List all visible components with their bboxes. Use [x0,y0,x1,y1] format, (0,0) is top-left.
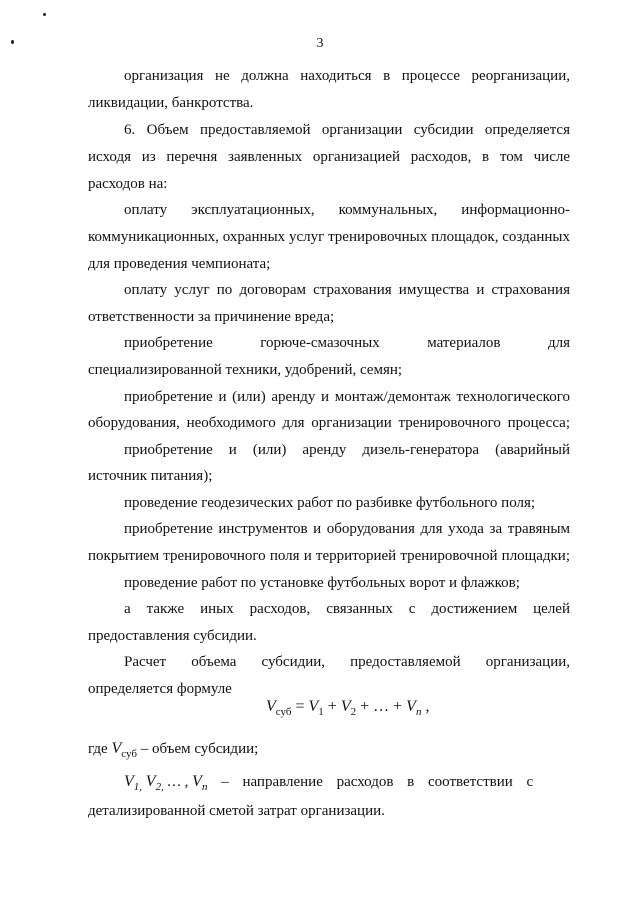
scan-speck [43,13,46,16]
formula-v1: V [308,698,319,715]
formula-plus: + [323,698,341,715]
where-text: – объем субсидии; [136,741,259,757]
text-line: специализированной техники, удобрений, семян; [88,362,403,378]
text-line: приобретение горюче-смазочных материалов для [124,335,570,351]
text-line: детализированной сметой затрат организации. [88,803,385,819]
text-line: а также иных расходов, связанных с достижением целей [124,601,570,617]
formula-plus-ellipsis: + … + [356,698,407,715]
text-line: приобретение инструментов и оборудования для ухода за травяным [124,521,570,537]
page-number: 3 [316,36,324,51]
formula-v2-subscript: 2 [350,706,357,719]
text-line: исходя из перечня заявленных организацией расходов, в том числе [88,149,570,165]
text-line: проведение геодезических работ по разбивке футбольного поля; [124,495,536,511]
text-line: определяется формуле [88,681,232,697]
subsidy-formula [266,698,429,718]
where-var: V [111,740,122,757]
vars-text: – направление расходов в соответствии с [207,774,534,790]
vars-vn-subscript: n [201,781,208,794]
where-var-subscript: суб [121,748,137,761]
where-line [88,740,570,763]
text-line: оплату услуг по договорам страхования имущества и страхования [124,282,570,298]
text-line: для проведения чемпионата; [88,256,271,272]
text-line: ликвидации, банкротства. [88,95,254,111]
text-line: ответственности за причинение вреда; [88,309,335,325]
formula-v1-subscript: 1 [318,706,324,719]
text-line: приобретение и (или) аренду и монтаж/демонтаж технологического [124,389,570,405]
text-line: приобретение и (или) аренду дизель-генератора (аварийный [124,442,570,458]
formula-vn: V [406,698,416,715]
formula-v2: V [340,698,351,715]
where-prefix: где [88,741,112,757]
formula-lhs: V [266,698,276,715]
text-line: коммуникационных, охранных услуг тренировочных площадок, созданных [88,229,570,245]
text-line: оборудования, необходимого для организации тренировочного процесса; [88,415,570,431]
vars-ellipsis: … , [163,774,193,790]
text-line: организация не должна находиться в процессе реорганизации, [124,68,570,84]
formula-trailing-comma: , [421,698,430,715]
text-line: Расчет объема субсидии, предоставляемой организации, [124,654,570,670]
vars-v1: V [124,773,134,790]
text-line: источник питания); [88,468,213,484]
vars-v1-subscript: 1, [133,781,143,794]
vars-line [124,773,570,796]
text-line: покрытием тренировочного поля и территорией тренировочной площадки; [88,548,570,564]
text-line: 6. Объем предоставляемой организации субсидии определяется [124,122,570,138]
formula-vn-subscript: n [415,706,422,719]
text-line: расходов на: [88,176,168,192]
vars-v2-subscript: 2, [155,781,164,794]
text-line: оплату эксплуатационных, коммунальных, информационно- [124,202,570,218]
formula-lhs-subscript: суб [275,706,292,719]
text-line: предоставления субсидии. [88,628,257,644]
vars-v2: V [145,773,156,790]
formula-equals: = [291,698,309,715]
vars-vn: V [192,773,202,790]
text-line: проведение работ по установке футбольных ворот и флажков; [124,575,520,591]
